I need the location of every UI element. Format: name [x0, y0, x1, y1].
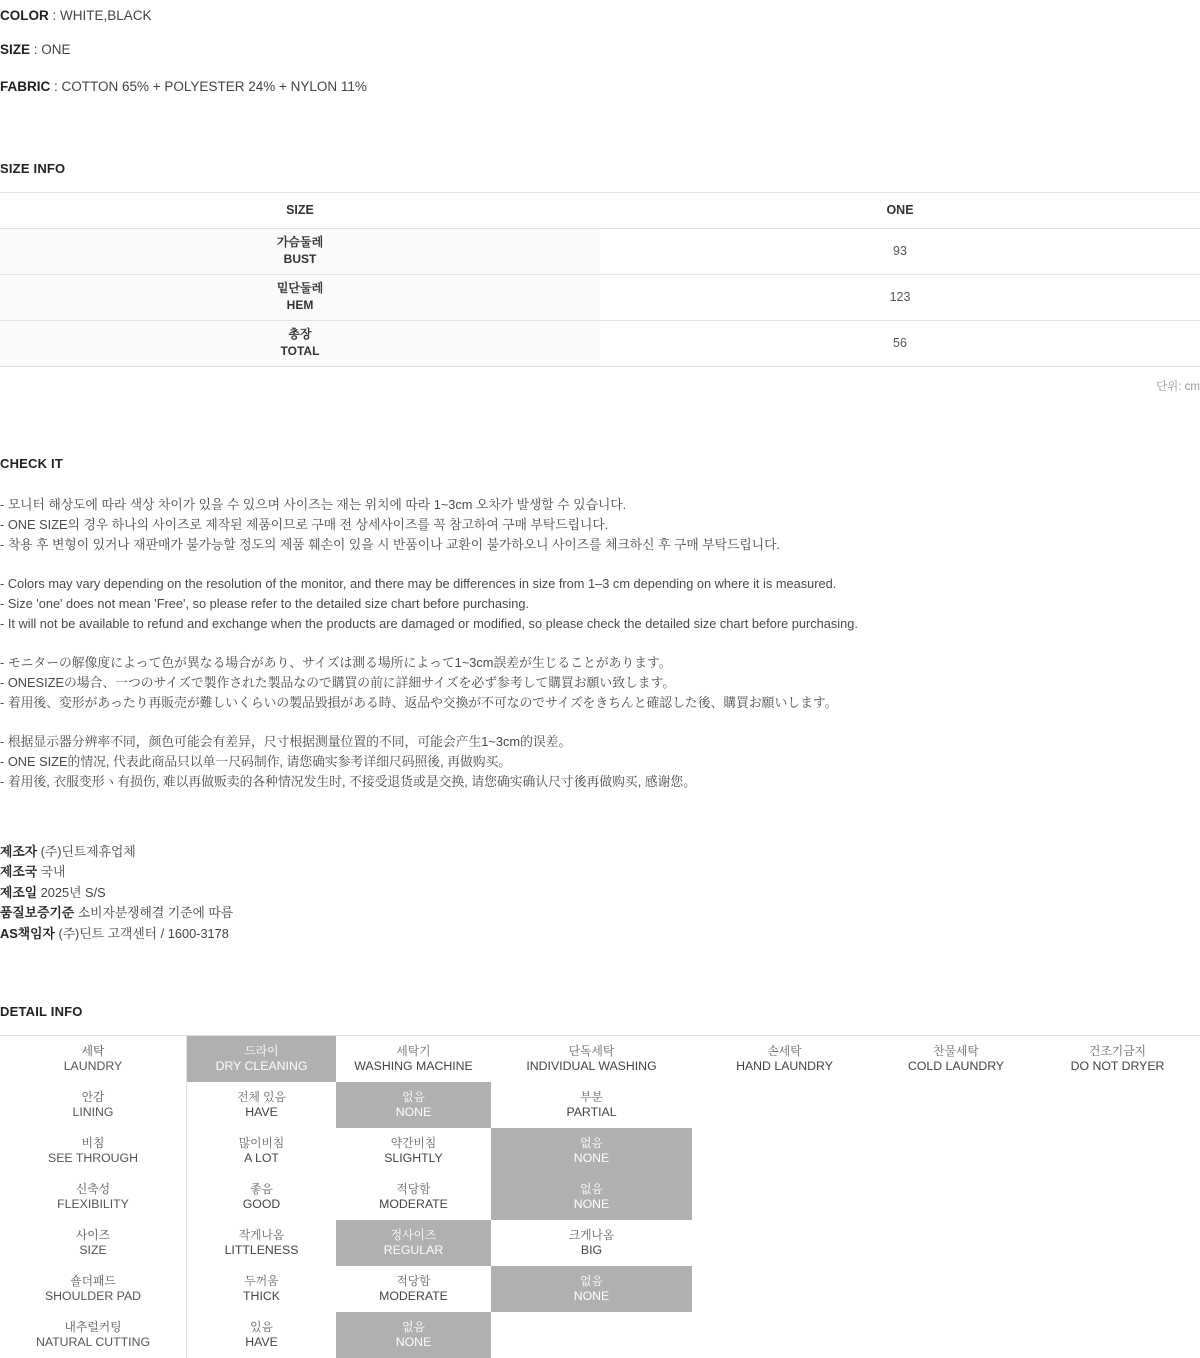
detail-option-shoulder-pad-moderate-ko: 적당함 — [396, 1274, 431, 1289]
detail-option-see-through-none-en: NONE — [573, 1151, 610, 1166]
detail-row-label-flexibility-ko: 신축성 — [75, 1182, 111, 1197]
detail-cell-empty — [1035, 1266, 1200, 1312]
detail-option-lining-partial-ko: 부분 — [580, 1090, 603, 1105]
row-label-total — [0, 320, 600, 366]
detail-option-do-not-dryer[interactable] — [1035, 1036, 1200, 1082]
maker-date-value: 2025년 S/S — [40, 884, 106, 900]
spec-fabric-value: : COTTON 65% + POLYESTER 24% + NYLON 11% — [54, 78, 367, 94]
maker-manufacturer-key: 제조자 — [0, 843, 38, 859]
maker-as-contact-key: AS책임자 — [0, 925, 55, 941]
row-label-bust-en: BUST — [283, 252, 317, 267]
detail-option-see-through-none-ko: 없음 — [580, 1136, 603, 1151]
detail-option-dry-cleaning-ko: 드라이 — [244, 1044, 279, 1059]
detail-option-lining-have-en: HAVE — [245, 1105, 278, 1120]
maker-manufacturer — [0, 842, 1200, 863]
detail-option-natural-cutting-have[interactable] — [187, 1312, 336, 1358]
spec-fabric-key: FABRIC — [0, 78, 51, 94]
notes-gap — [0, 634, 1200, 653]
detail-option-shoulder-pad-thick[interactable] — [187, 1266, 336, 1312]
detail-row-label-see-through-en: SEE THROUGH — [48, 1151, 138, 1166]
detail-cell-empty — [692, 1174, 877, 1220]
detail-row-label-lining-ko: 안감 — [81, 1090, 105, 1105]
detail-row-label-laundry-ko: 세탁 — [81, 1044, 105, 1059]
spec-block — [0, 0, 1200, 97]
detail-option-hand-laundry-en: HAND LAUNDRY — [736, 1059, 833, 1074]
detail-option-natural-cutting-none-ko: 없음 — [402, 1320, 425, 1335]
size-info-table — [0, 192, 1200, 367]
spec-color-value: : WHITE,BLACK — [52, 8, 152, 23]
detail-option-lining-partial-en: PARTIAL — [566, 1105, 617, 1120]
detail-option-natural-cutting-none[interactable] — [336, 1312, 491, 1358]
note-en-3: - It will not be available to refund and exchange when the products are damaged or modified, so please check the detailed size chart before purchasing. — [0, 615, 858, 631]
detail-option-size-big-ko: 크게나옴 — [568, 1228, 615, 1243]
detail-option-washing-machine-en: WASHING MACHINE — [354, 1059, 473, 1074]
detail-option-flexibility-none-ko: 없음 — [580, 1182, 603, 1197]
notes-gap — [0, 555, 1200, 574]
detail-cell-empty — [877, 1082, 1035, 1128]
detail-option-size-littleness-en: LITTLENESS — [224, 1243, 299, 1258]
row-label-bust-ko: 가슴둘레 — [276, 234, 324, 249]
row-label-bust — [0, 228, 600, 274]
spec-color-key: COLOR — [0, 8, 49, 23]
detail-cell-empty — [1035, 1174, 1200, 1220]
detail-option-washing-machine[interactable] — [336, 1036, 491, 1082]
detail-option-individual-washing-en: INDIVIDUAL WASHING — [526, 1059, 657, 1074]
check-it-title: CHECK IT — [0, 455, 63, 471]
detail-option-dry-cleaning-en: DRY CLEANING — [215, 1059, 308, 1074]
detail-option-shoulder-pad-moderate-en: MODERATE — [379, 1289, 448, 1304]
detail-cell-empty — [877, 1174, 1035, 1220]
header-size-value: ONE — [600, 192, 1200, 228]
detail-row-label-size-ko: 사이즈 — [75, 1228, 111, 1243]
detail-option-lining-none-en: NONE — [395, 1105, 432, 1120]
maker-date — [0, 883, 1200, 904]
detail-info-title: DETAIL INFO — [0, 1004, 83, 1020]
detail-option-cold-laundry[interactable] — [877, 1036, 1035, 1082]
row-value-bust: 93 — [600, 228, 1200, 274]
detail-option-size-regular-en: REGULAR — [383, 1243, 444, 1258]
spec-size — [0, 40, 1200, 60]
check-it-notes — [0, 495, 1200, 792]
detail-option-size-littleness[interactable] — [187, 1220, 336, 1266]
header-size-label: SIZE — [0, 192, 600, 228]
notes-gap — [0, 713, 1200, 732]
detail-cell-empty — [1035, 1312, 1200, 1358]
detail-option-do-not-dryer-ko: 건조기금지 — [1089, 1044, 1146, 1059]
detail-row-label-laundry-en: LAUNDRY — [63, 1059, 123, 1074]
row-label-hem-ko: 밑단둘레 — [276, 280, 324, 295]
note-zh-1: - 根据显示器分辨率不同，颜色可能会有差异，尺寸根据测量位置的不同，可能会产生1~3cm的误差。 — [0, 733, 572, 749]
detail-option-cold-laundry-en: COLD LAUNDRY — [907, 1059, 1005, 1074]
detail-option-shoulder-pad-moderate[interactable] — [336, 1266, 491, 1312]
detail-option-dry-cleaning[interactable] — [187, 1036, 336, 1082]
detail-cell-empty — [877, 1220, 1035, 1266]
detail-option-shoulder-pad-thick-ko: 두꺼움 — [244, 1274, 279, 1289]
detail-option-flexibility-moderate-en: MODERATE — [379, 1197, 448, 1212]
detail-option-size-littleness-ko: 작게나옴 — [238, 1228, 285, 1243]
note-ja-2: - ONESIZEの場合、一つのサイズで製作された製品なので購買の前に詳細サイズを必ず参考して購買お願い致します。 — [0, 674, 676, 690]
detail-option-see-through-a-lot-en: A LOT — [244, 1151, 279, 1166]
detail-option-lining-have[interactable] — [187, 1082, 336, 1128]
detail-row-label-shoulder-pad — [0, 1266, 187, 1312]
size-info-title: SIZE INFO — [0, 160, 66, 176]
detail-option-see-through-none[interactable] — [491, 1128, 692, 1174]
detail-row-label-see-through — [0, 1128, 187, 1174]
maker-country — [0, 862, 1200, 883]
detail-cell-empty — [692, 1082, 877, 1128]
maker-date-key: 제조일 — [0, 884, 38, 900]
maker-as-contact-value: (주)딘트 고객센터 / 1600-3178 — [58, 925, 229, 941]
note-zh-2: - ONE SIZE的情况, 代表此商品只以单一尺码制作, 请您确实参考详细尺码照後, 再做购买。 — [0, 753, 512, 769]
detail-option-flexibility-good-ko: 좋음 — [250, 1182, 273, 1197]
row-label-hem — [0, 274, 600, 320]
detail-option-natural-cutting-none-en: NONE — [395, 1335, 432, 1350]
maker-warranty — [0, 903, 1200, 924]
detail-row-label-natural-cutting-en: NATURAL CUTTING — [35, 1335, 151, 1350]
detail-option-flexibility-moderate[interactable] — [336, 1174, 491, 1220]
detail-option-see-through-a-lot-ko: 많이비침 — [238, 1136, 285, 1151]
detail-cell-empty — [692, 1266, 877, 1312]
detail-option-shoulder-pad-none-ko: 없음 — [580, 1274, 603, 1289]
detail-row-label-flexibility-en: FLEXIBILITY — [57, 1197, 129, 1212]
table-header-row — [0, 192, 1200, 228]
detail-cell-empty — [692, 1220, 877, 1266]
detail-option-cold-laundry-ko: 찬물세탁 — [933, 1044, 979, 1059]
maker-country-value: 국내 — [40, 864, 66, 880]
detail-option-lining-partial[interactable] — [491, 1082, 692, 1128]
detail-option-individual-washing[interactable] — [491, 1036, 692, 1082]
detail-row-label-flexibility — [0, 1174, 187, 1220]
note-en-2: - Size 'one' does not mean 'Free', so please refer to the detailed size chart before purchasing. — [0, 595, 530, 611]
detail-option-see-through-a-lot[interactable] — [187, 1128, 336, 1174]
note-ko-3: - 착용 후 변형이 있거나 재판매가 불가능할 정도의 제품 훼손이 있을 시 반품이나 교환이 불가하오니 사이즈를 체크하신 후 구매 부탁드립니다. — [0, 536, 780, 552]
detail-option-size-big-en: BIG — [580, 1243, 603, 1258]
row-label-hem-en: HEM — [286, 298, 314, 313]
detail-cell-empty — [491, 1312, 692, 1358]
detail-option-size-regular-ko: 정사이즈 — [390, 1228, 437, 1243]
detail-option-flexibility-good[interactable] — [187, 1174, 336, 1220]
detail-cell-empty — [1035, 1128, 1200, 1174]
detail-row-label-size — [0, 1220, 187, 1266]
table-row — [0, 274, 1200, 320]
maker-country-key: 제조국 — [0, 864, 38, 880]
detail-row-label-natural-cutting-ko: 내추럴커팅 — [64, 1320, 122, 1335]
detail-cell-empty — [877, 1128, 1035, 1174]
detail-option-do-not-dryer-en: DO NOT DRYER — [1070, 1059, 1165, 1074]
note-ko-1: - 모니터 해상도에 따라 색상 차이가 있을 수 있으며 사이즈는 재는 위치에 따라 1~3cm 오차가 발생할 수 있습니다. — [0, 496, 627, 512]
table-row — [0, 320, 1200, 366]
detail-option-lining-none-ko: 없음 — [402, 1090, 425, 1105]
row-label-total-ko: 총장 — [288, 326, 312, 341]
detail-option-lining-none[interactable] — [336, 1082, 491, 1128]
maker-info — [0, 842, 1200, 945]
detail-row-label-laundry — [0, 1036, 187, 1082]
detail-option-shoulder-pad-thick-en: THICK — [243, 1289, 280, 1304]
note-ja-1: - モニターの解像度によって色が異なる場合があり、サイズは測る場所によって1~3cm誤差が生じることがあります。 — [0, 654, 672, 670]
detail-option-see-through-slightly-ko: 약간비침 — [390, 1136, 437, 1151]
detail-option-individual-washing-ko: 단독세탁 — [568, 1044, 615, 1059]
detail-cell-empty — [1035, 1220, 1200, 1266]
spec-fabric — [0, 77, 1200, 97]
note-en-1: - Colors may vary depending on the resolution of the monitor, and there may be differences in size from 1–3 cm depending on where it is measured. — [0, 575, 837, 591]
detail-row-label-lining-en: LINING — [72, 1105, 114, 1120]
detail-cell-empty — [877, 1266, 1035, 1312]
maker-warranty-key: 품질보증기준 — [0, 905, 75, 921]
maker-warranty-value: 소비자분쟁해결 기준에 따름 — [77, 905, 234, 921]
detail-cell-empty — [692, 1128, 877, 1174]
note-ja-3: - 着用後、変形があったり再販売が難しいくらいの製品毀損がある時、返品や交換が不可なのでサイズをきちんと確認した後、購買お願いします。 — [0, 694, 838, 710]
detail-option-size-big[interactable] — [491, 1220, 692, 1266]
detail-option-shoulder-pad-none[interactable] — [491, 1266, 692, 1312]
spec-size-value: : ONE — [33, 42, 71, 58]
detail-option-washing-machine-ko: 세탁기 — [396, 1044, 431, 1059]
note-ko-2: - ONE SIZE의 경우 하나의 사이즈로 제작된 제품이므로 구매 전 상세사이즈를 꼭 참고하여 구매 부탁드립니다. — [0, 516, 609, 532]
detail-option-lining-have-ko: 전체 있음 — [237, 1090, 286, 1105]
detail-row-label-shoulder-pad-ko: 숄더패드 — [70, 1274, 116, 1289]
row-value-hem: 123 — [600, 274, 1200, 320]
table-row — [0, 228, 1200, 274]
detail-option-natural-cutting-have-ko: 있음 — [250, 1320, 273, 1335]
maker-manufacturer-value: (주)딘트제휴업체 — [40, 843, 136, 859]
row-value-total: 56 — [600, 320, 1200, 366]
detail-option-shoulder-pad-none-en: NONE — [573, 1289, 610, 1304]
unit-note: 단위: cm — [1156, 380, 1200, 393]
detail-option-see-through-slightly-en: SLIGHTLY — [384, 1151, 443, 1166]
spec-color — [0, 6, 1200, 26]
detail-option-flexibility-none-en: NONE — [573, 1197, 610, 1212]
detail-row-label-shoulder-pad-en: SHOULDER PAD — [44, 1289, 142, 1304]
detail-row-label-lining — [0, 1082, 187, 1128]
spec-size-key: SIZE — [0, 42, 31, 58]
detail-cell-empty — [1035, 1082, 1200, 1128]
note-zh-3: - 着用後, 衣服变形ヽ有损伤, 难以再做贩卖的各种情况发生时, 不接受退货或是交换, 请您确实确认尺寸後再做购买, 感谢您。 — [0, 773, 697, 789]
detail-option-flexibility-good-en: GOOD — [242, 1197, 281, 1212]
detail-option-flexibility-moderate-ko: 적당함 — [396, 1182, 431, 1197]
detail-option-flexibility-none[interactable] — [491, 1174, 692, 1220]
detail-cell-empty — [692, 1312, 877, 1358]
row-label-total-en: TOTAL — [280, 344, 320, 359]
detail-row-label-natural-cutting — [0, 1312, 187, 1358]
detail-option-size-regular[interactable] — [336, 1220, 491, 1266]
detail-option-natural-cutting-have-en: HAVE — [245, 1335, 278, 1350]
detail-cell-empty — [877, 1312, 1035, 1358]
detail-option-hand-laundry[interactable] — [692, 1036, 877, 1082]
detail-option-hand-laundry-ko: 손세탁 — [767, 1044, 802, 1059]
detail-row-label-size-en: SIZE — [79, 1243, 107, 1258]
detail-row-label-see-through-ko: 비침 — [81, 1136, 105, 1151]
detail-option-see-through-slightly[interactable] — [336, 1128, 491, 1174]
maker-as-contact — [0, 924, 1200, 945]
